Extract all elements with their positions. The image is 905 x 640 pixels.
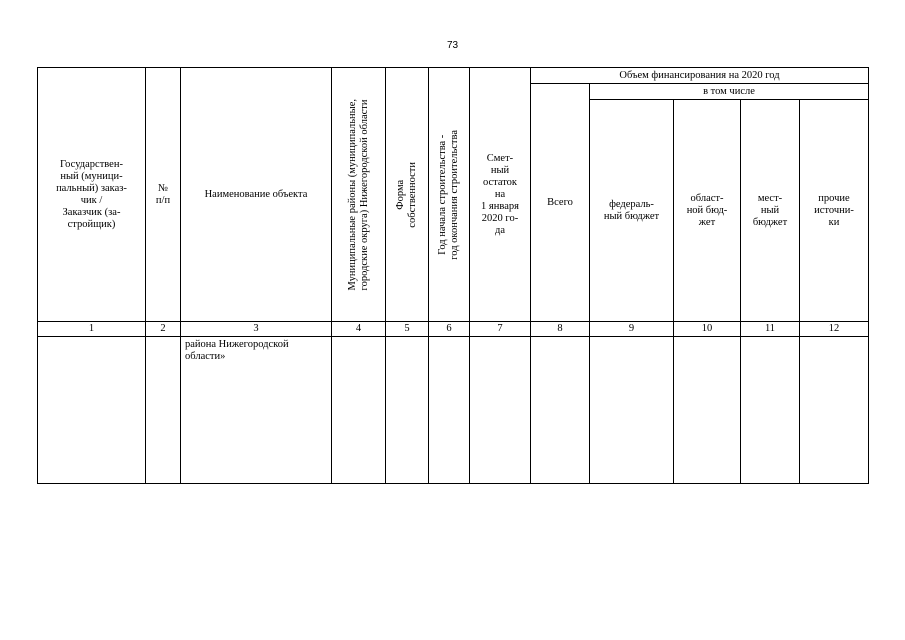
header-ownership-form-label: Форма собственности [395,161,418,228]
header-total [530,83,590,322]
row-1-local-budget [740,336,800,484]
header-other-sources-label: прочие источни- ки [814,192,854,228]
header-municipal-districts-label: Муниципальные районы (муниципальные, городские округа) Нижегородской области [346,98,370,291]
header-local-budget [740,99,800,322]
column-number-11: 11 [740,321,800,337]
column-number-7: 7 [469,321,531,337]
page-number: 73 [446,40,459,51]
column-number-5: 5 [385,321,429,337]
row-1-federal-budget [589,336,674,484]
header-other-sources [799,99,869,322]
column-number-9: 9 [589,321,674,337]
header-ownership-form [385,67,429,322]
header-local-budget-label: мест- ный бюджет [752,192,788,228]
header-including [589,83,869,100]
column-number-12: 12 [799,321,869,337]
row-1-object-name [180,336,332,484]
header-customer [37,67,146,322]
row-1-construction-years [428,336,470,484]
header-object-name-label: Наименование объекта [204,188,308,200]
column-number-10: 10 [673,321,741,337]
row-1-estimated-balance [469,336,531,484]
row-1-number [145,336,181,484]
header-number-label: № п/п [155,182,171,206]
header-financing-title [530,67,869,84]
row-1-object-name-text: района Нижегородской области» [185,339,289,362]
header-customer-label: Государствен- ный (муници- пальный) заказ- чик / Заказчик (за- стройщик) [56,158,127,230]
header-federal-budget [589,99,674,322]
header-construction-years [428,67,470,322]
column-number-4: 4 [331,321,386,337]
row-1-regional-budget [673,336,741,484]
header-construction-years-label: Год начала строительства - год окончания строительства [437,129,460,260]
column-number-1: 1 [37,321,146,337]
row-1-ownership-form [385,336,429,484]
header-regional-budget [673,99,741,322]
row-1-other-sources [799,336,869,484]
header-number [145,67,181,322]
header-regional-budget-label: област- ной бюд- жет [686,192,728,228]
header-including-label: в том числе [703,85,755,97]
header-estimated-balance-label: Смет- ный остаток на 1 января 2020 го- да [481,152,519,236]
header-total-label: Всего [547,196,573,208]
row-1-customer [37,336,146,484]
row-1-municipal-districts [331,336,386,484]
column-number-3: 3 [180,321,332,337]
header-federal-budget-label: федераль- ный бюджет [603,198,660,222]
column-number-8: 8 [530,321,590,337]
column-number-2: 2 [145,321,181,337]
column-number-6: 6 [428,321,470,337]
header-estimated-balance [469,67,531,322]
header-municipal-districts [331,67,386,322]
header-object-name [180,67,332,322]
header-financing-title-label: Объем финансирования на 2020 год [619,69,780,81]
financing-table [38,68,869,485]
row-1-total [530,336,590,484]
